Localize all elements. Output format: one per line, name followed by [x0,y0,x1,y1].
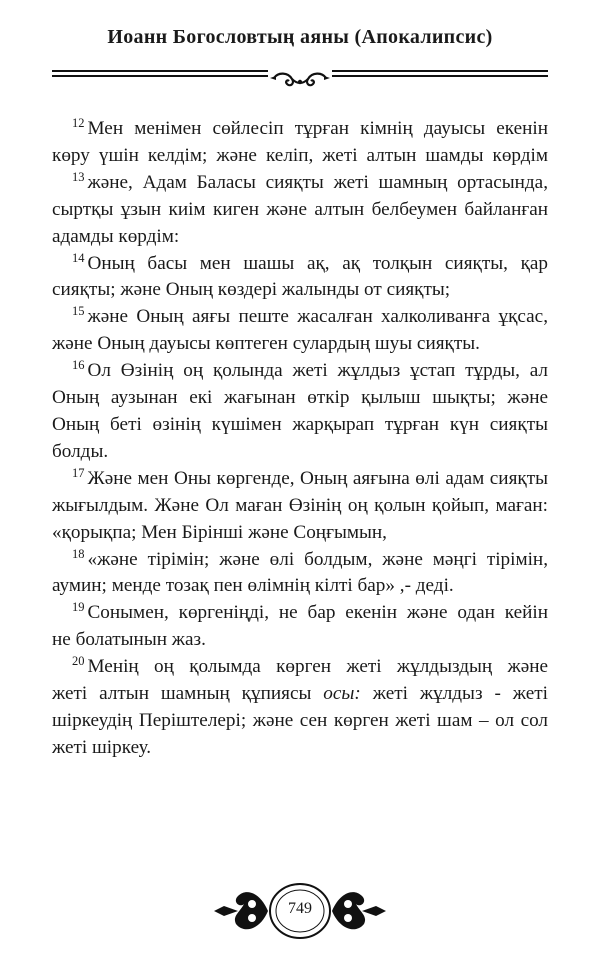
verse-line: сыртқы ұзын киім киген және алтын белбеумен байланған [52,198,548,220]
verse-number: 16 [72,358,85,373]
verse-number: 14 [72,250,85,265]
verse-line: Менің оң қолымда көрген жеті жұлдыздың және [87,656,548,678]
verse-12 [52,116,548,170]
page-header-title: Иоанн Богословтың аяны (Апокалипсис) [107,26,493,48]
verse-number: 18 [72,546,85,561]
verse-15 [52,304,548,358]
verse-16 [52,358,548,466]
verse-17 [52,466,548,547]
verse-number: 12 [72,116,85,130]
verse-line: Және мен Оны көргенде, Оның аяғына өлі адам сияқты [87,467,548,489]
italic-word: осы: [323,683,361,705]
verse-19 [52,600,548,654]
verse-number: 15 [72,304,85,319]
verse-line: жеті алтын шамның құпиясы осы: жеті жұлдыз - жеті [52,683,548,705]
page-number: 749 [288,900,312,917]
verse-line: Сонымен, көргеніңді, не бар екенін және одан кейін [87,602,548,624]
verse-number: 13 [72,169,85,184]
verse-line: сияқты; және Оның көздері жалынды от сияқты; [52,279,451,301]
verse-line: және, Адам Баласы сияқты жеті шамның ортасында, [87,171,548,193]
verse-line: «және тірімін; және өлі болдым, және мәңгі тірімін, [87,548,548,570]
verse-line: Мен менімен сөйлесіп тұрған кімнің дауысы екенін [87,118,548,139]
verse-line: шіркеудің Періштелері; және сен көрген жеті шам – ол сол [52,709,548,731]
verse-line: «қорықпа; Мен Бірінші және Соңғымын, [52,521,387,543]
verse-line: жеті шіркеу. [52,736,152,758]
verse-line: және Оның дауысы көптеген сулардың шуы сияқты. [52,333,480,355]
verse-line: болды. [52,440,109,462]
verse-number: 19 [72,600,85,615]
verse-line: Оның беті өзінің күшімен жарқырап тұрған күн сияқты [52,413,548,435]
verse-line: аумин; менде тозақ пен өлімнің кілті бар» ,- деді. [52,575,454,597]
verse-line: не болатынын жаз. [52,629,206,651]
verse-line: көру үшін келдім; және келіп, жеті алтын шамды көрдім [52,144,548,166]
chapter-text [52,116,548,762]
verse-20 [52,654,548,762]
verse-18 [52,547,548,601]
verse-line: адамды көрдім: [52,225,180,247]
page-number-ornament [210,878,390,944]
verse-number: 20 [72,654,85,669]
ornament-icon [268,70,332,90]
verse-line: және Оның аяғы пеште жасалған халколиванға ұқсас, [87,306,548,328]
verse-line: Ол Өзінің оң қолында жеті жұлдыз ұстап тұрды, ал [87,360,548,382]
verse-line: Оның аузынан екі жағынан өткір қылыш шықты; және [52,387,548,409]
verse-line: Оның басы мен шашы ақ, ақ толқын сияқты, қар [87,252,548,274]
verse-13 [52,170,548,251]
verse-number: 17 [72,465,85,480]
verse-line: жығылдым. Және Ол маған Өзінің оң қолын қойып, маған: [52,494,548,516]
verse-14 [52,251,548,305]
